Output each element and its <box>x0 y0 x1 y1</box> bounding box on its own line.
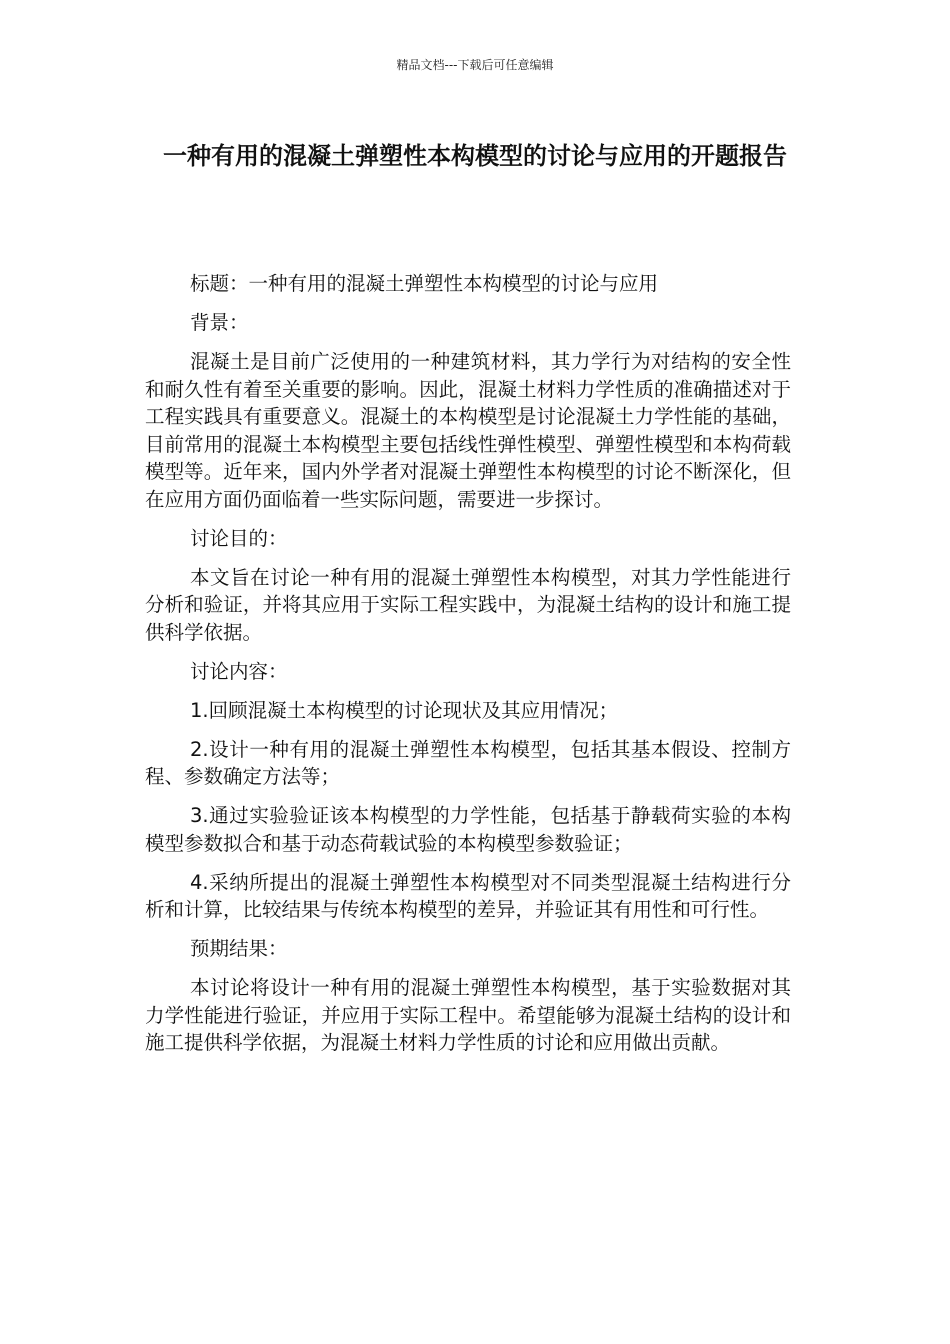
content-item-4: 4.采纳所提出的混凝土弹塑性本构模型对不同类型混凝土结构进行分析和计算，比较结果与传统本构模型的差异，并验证其有用性和可行性。 <box>145 870 791 921</box>
section-heading-background: 背景： <box>190 311 249 334</box>
content-item-3: 3.通过实验验证该本构模型的力学性能，包括基于静载荷实验的本构模型参数拟合和基于动态荷载试验的本构模型参数验证； <box>145 804 791 855</box>
section-heading-purpose: 讨论目的： <box>190 526 288 550</box>
document-body <box>145 270 791 1068</box>
purpose-paragraph: 本文旨在讨论一种有用的混凝土弹塑性本构模型，对其力学性能进行分析和验证，并将其应用于实际工程实践中，为混凝土结构的设计和施工提供科学依据。 <box>145 565 791 644</box>
background-paragraph: 混凝土是目前广泛使用的一种建筑材料，其力学行为对结构的安全性和耐久性有着至关重要的影响。因此，混凝土材料力学性质的准确描述对于工程实践具有重要意义。混凝土的本构模型是讨论混凝土力学性能的基础，目前常用的混凝土本构模型主要包括线性弹性模型、弹塑性模型和本构荷载模型等。近年来，国内外学者对混凝土弹塑性本构模型的讨论不断深化，但在应用方面仍面临着一些实际问题，需要进一步探讨。 <box>145 350 791 511</box>
page-header: 精品文档---下载后可任意编辑 <box>396 58 554 72</box>
expected-results-paragraph: 本讨论将设计一种有用的混凝土弹塑性本构模型，基于实验数据对其力学性能进行验证，并应用于实际工程中。希望能够为混凝土结构的设计和施工提供科学依据，为混凝土材料力学性质的讨论和应用做出贡献。 <box>145 976 791 1054</box>
section-heading-expected-results: 预期结果： <box>190 937 288 960</box>
document-title: 一种有用的混凝土弹塑性本构模型的讨论与应用的开题报告 <box>163 142 787 170</box>
title-line: 标题：一种有用的混凝土弹塑性本构模型的讨论与应用 <box>190 272 659 295</box>
content-item-2: 2.设计一种有用的混凝土弹塑性本构模型，包括其基本假设、控制方程、参数确定方法等； <box>145 737 791 788</box>
section-heading-content: 讨论内容： <box>190 659 288 683</box>
content-item-1: 1.回顾混凝土本构模型的讨论现状及其应用情况； <box>190 698 619 722</box>
